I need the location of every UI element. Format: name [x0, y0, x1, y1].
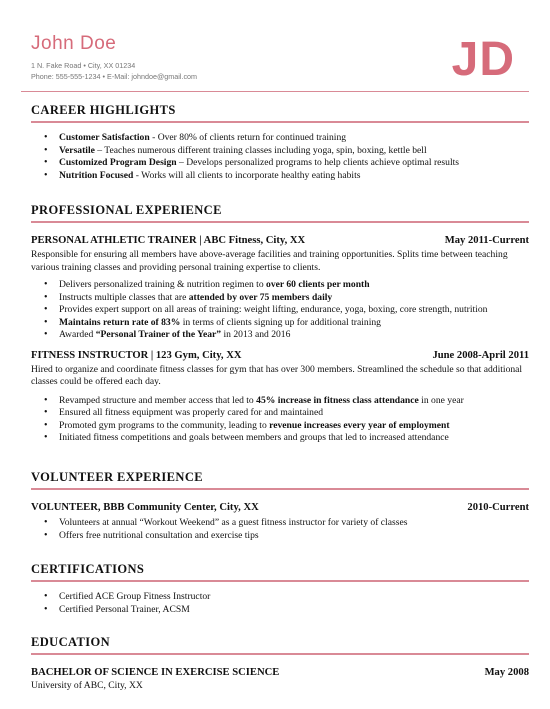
section-title-experience: PROFESSIONAL EXPERIENCE	[31, 203, 529, 223]
contact-line: Phone: 555-555-1234 • E-Mail: johndoe@gmail.com	[31, 72, 198, 81]
section-title-career: CAREER HIGHLIGHTS	[31, 103, 529, 123]
section-title-certifications: CERTIFICATIONS	[31, 562, 529, 582]
education-section	[31, 635, 529, 693]
list-item: • Customer Satisfaction - Over 80% of clients return for continued training	[31, 132, 529, 145]
job-dates: May 2011-Current	[444, 235, 529, 246]
career-list	[31, 132, 529, 182]
section-title-volunteer: VOLUNTEER EXPERIENCE	[31, 470, 529, 490]
list-item: • Certified Personal Trainer, ACSM	[31, 604, 529, 617]
job-description: Hired to organize and coordinate fitness classes for gym that has over 300 members. Streamlined the schedule so that additional classes could be offered each day.	[31, 363, 523, 387]
section-title-education: EDUCATION	[31, 635, 529, 655]
list-item: • Offers free nutritional consultation and exercise tips	[31, 530, 529, 543]
list-item: • Instructs multiple classes that are attended by over 75 members daily	[31, 292, 529, 305]
job-entry	[31, 234, 529, 342]
list-item: • Provides expert support on all areas of training: weight lifting, endurance, yoga, boxing, core strength, nutrition	[31, 304, 529, 317]
volunteer-role: VOLUNTEER, BBB Community Center, City, XX	[31, 502, 259, 513]
job-bullets	[31, 395, 529, 445]
job-entry	[31, 349, 529, 445]
education-heading	[31, 666, 529, 679]
volunteer-section	[31, 470, 529, 542]
list-item: • Customized Program Design – Develops personalized programs to help clients achieve optimal results	[31, 157, 529, 170]
job-bullets	[31, 279, 529, 342]
job-description: Responsible for ensuring all members have above-average facilities and training opportunities. Splits time between teaching various training classes and providing personal training expertise to clients.	[31, 249, 508, 273]
list-item: • Certified ACE Group Fitness Instructor	[31, 591, 529, 604]
list-item: • Ensured all fitness equipment was properly cared for and maintained	[31, 407, 529, 420]
certifications-section	[31, 562, 529, 616]
list-item: • Promoted gym programs to the community, leading to revenue increases every year of employment	[31, 420, 529, 433]
list-item: • Delivers personalized training & nutrition regimen to over 60 clients per month	[31, 279, 529, 292]
certifications-list	[31, 591, 529, 616]
volunteer-list	[31, 517, 529, 542]
degree-title: BACHELOR OF SCIENCE IN EXERCISE SCIENCE	[31, 667, 280, 678]
job-dates: June 2008-April 2011	[432, 349, 529, 361]
career-highlights-section	[31, 103, 529, 182]
experience-section	[31, 203, 529, 445]
candidate-name: John Doe	[31, 33, 117, 54]
job-heading	[31, 349, 529, 362]
volunteer-dates: 2010-Current	[467, 502, 529, 513]
list-item: • Volunteers at annual “Workout Weekend” as a guest fitness instructor for variety of classes	[31, 517, 529, 530]
list-item: • Versatile – Teaches numerous different training classes including yoga, spin, boxing, kettle bell	[31, 145, 529, 158]
monogram-logo: JD	[451, 33, 515, 86]
degree-date: May 2008	[484, 667, 529, 678]
address-line: 1 N. Fake Road • City, XX 01234	[31, 61, 136, 70]
list-item: • Initiated fitness competitions and goals between members and groups that led to increased attendance	[31, 432, 529, 445]
volunteer-heading	[31, 501, 529, 514]
job-heading	[31, 234, 529, 247]
job-title: FITNESS INSTRUCTOR | 123 Gym, City, XX	[31, 349, 242, 361]
list-item: • Nutrition Focused - Works will all clients to incorporate healthy eating habits	[31, 170, 529, 183]
list-item: • Awarded “Personal Trainer of the Year” in 2013 and 2016	[31, 329, 529, 342]
school-name: University of ABC, City, XX	[31, 680, 143, 691]
header-divider	[21, 91, 529, 92]
job-title: PERSONAL ATHLETIC TRAINER | ABC Fitness, City, XX	[31, 235, 306, 246]
list-item: • Maintains return rate of 83% in terms of clients signing up for additional training	[31, 317, 529, 330]
list-item: • Revamped structure and member access that led to 45% increase in fitness class attendance in one year	[31, 395, 529, 408]
